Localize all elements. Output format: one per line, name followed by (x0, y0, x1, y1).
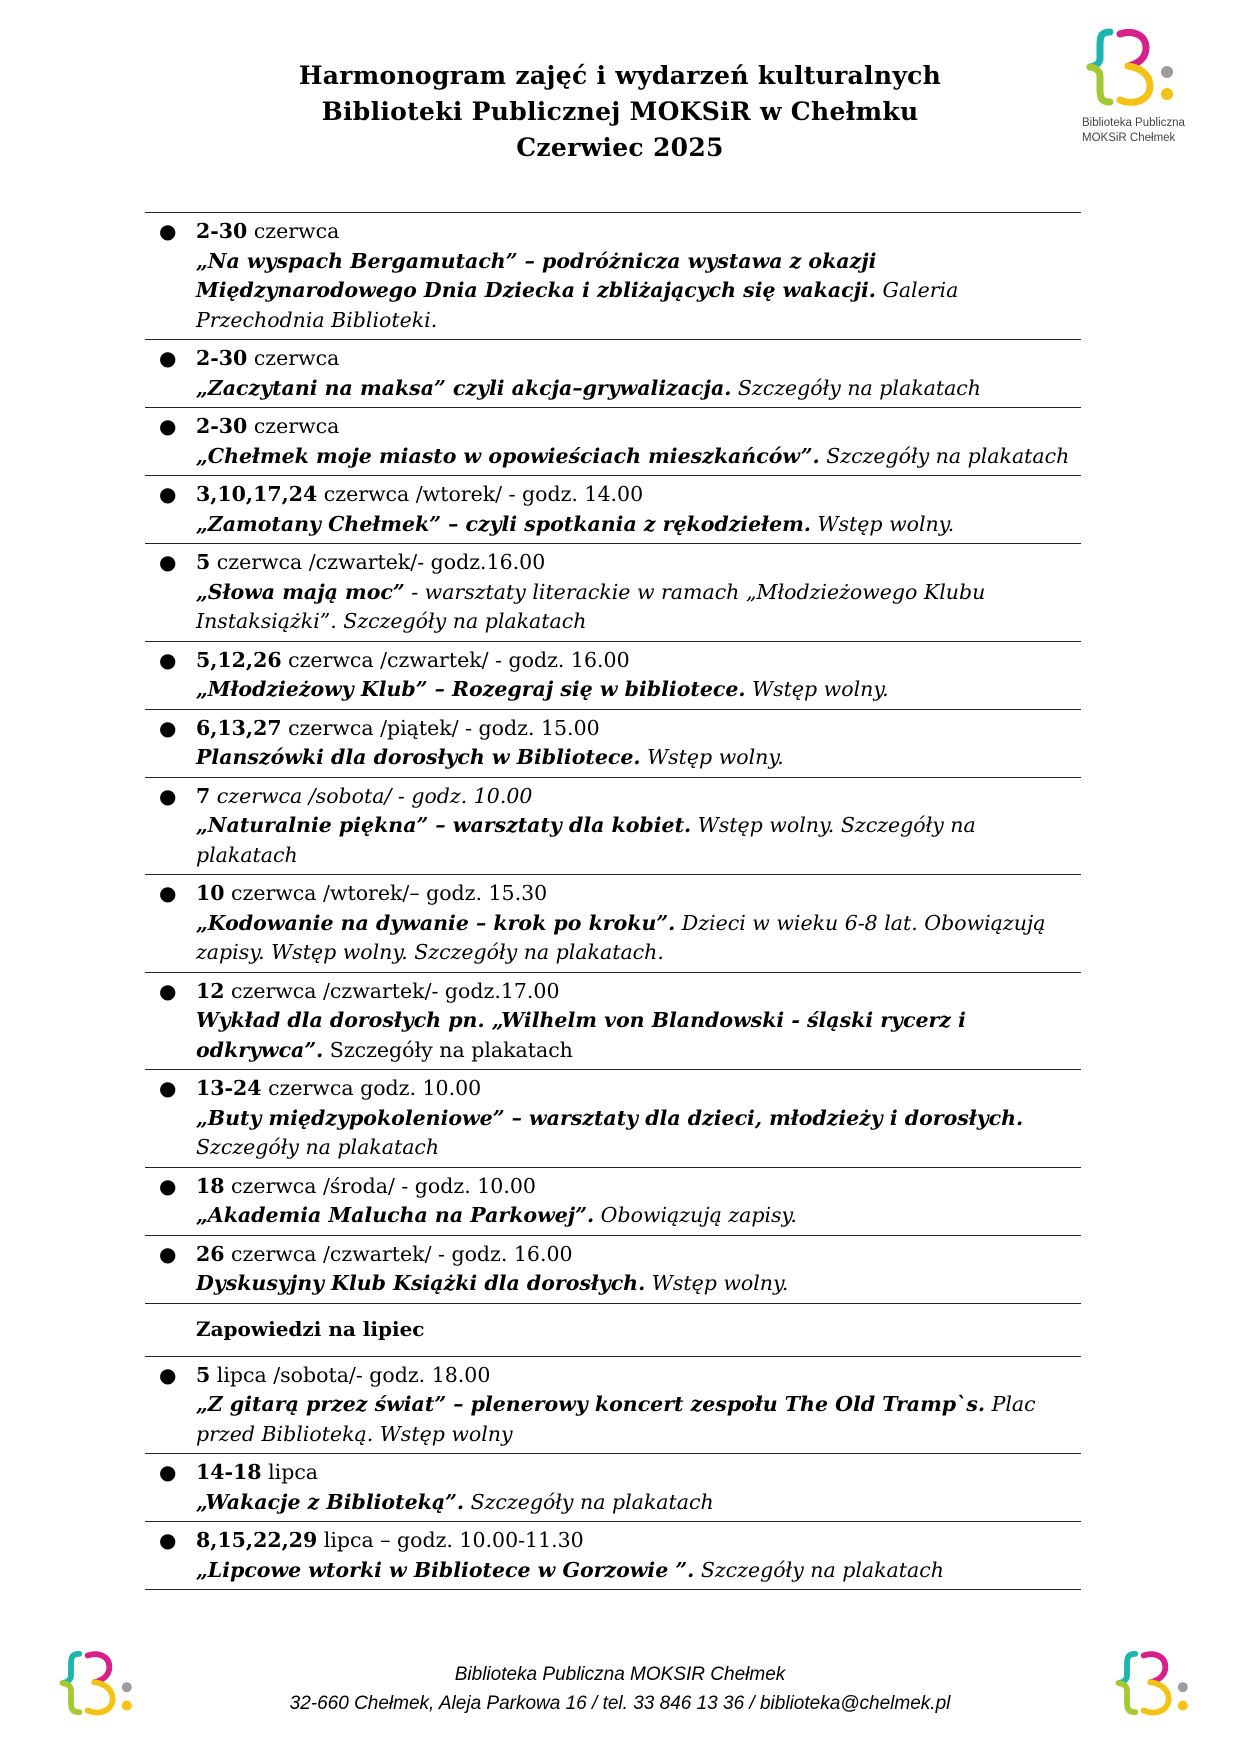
event-date-line (196, 344, 1081, 374)
bullet-icon: ● (159, 715, 177, 740)
event-description (196, 1390, 1081, 1449)
event-item (145, 642, 1081, 709)
event-note: - warsztaty literackie w ramach „Młodzieżowego Klubu Instaksiążki”. Szczegóły na plakatach (196, 579, 986, 633)
footer (200, 1660, 1040, 1718)
bullet-icon: ● (159, 881, 177, 905)
event-date-line (196, 879, 1081, 909)
event-item (145, 213, 1081, 339)
event-note: Szczegóły na plakatach (731, 375, 981, 400)
event-title: „Wakacje z Biblioteką”. (196, 1489, 465, 1514)
event-description (196, 1488, 1081, 1518)
event-description (196, 909, 1081, 968)
event-date-line (196, 1458, 1081, 1488)
event-date-line (196, 714, 1081, 744)
event-date-line (196, 1074, 1081, 1104)
event-time: czerwca /czwartek/ - godz. 16.00 (281, 647, 630, 672)
event-title: „Słowa mają moc” (196, 579, 405, 604)
event-date-line (196, 782, 1081, 812)
document-title (200, 58, 1040, 166)
bullet-icon: ● (159, 346, 177, 370)
event-date: 2-30 (196, 219, 248, 243)
event-time: czerwca (247, 346, 340, 370)
event-title: „Chełmek moje miasto w opowieściach mieszkańców”. (196, 443, 820, 468)
event-date: 5 (196, 550, 211, 574)
logo-caption (1082, 116, 1185, 146)
event-date-line (196, 1361, 1081, 1391)
bullet-icon: ● (159, 1076, 177, 1100)
event-date-line (196, 1240, 1081, 1270)
event-description (196, 578, 1081, 637)
event-note: Szczegóły na plakatach (819, 443, 1070, 468)
event-note: Wstęp wolny. Szczegóły na plakatach (196, 813, 976, 867)
event-title: „Młodzieżowy Klub” – Rozegraj się w bibliotece. (196, 677, 746, 701)
event-date: 2-30 (196, 346, 248, 370)
event-item (145, 1522, 1081, 1589)
event-time: czerwca /wtorek/– godz. 15.30 (224, 881, 548, 905)
event-date-line (196, 548, 1081, 578)
logo-caption-line-2: MOKSiR Chełmek (1082, 132, 1176, 144)
event-time: czerwca /wtorek/ - godz. 14.00 (317, 482, 644, 506)
title-line-2: Biblioteki Publicznej MOKSiR w Chełmku (321, 97, 919, 126)
event-date: 12 (196, 978, 225, 1003)
event-title: Dyskusyjny Klub Książki dla dorosłych. (196, 1271, 646, 1295)
title-line-1: Harmonogram zajęć i wydarzeń kulturalnych (298, 61, 942, 90)
event-title: „Lipcowe wtorki w Bibliotece w Gorzowie ”. (196, 1557, 695, 1582)
event-note: Plac przed Biblioteką. Wstęp wolny (196, 1392, 1036, 1446)
event-description (196, 247, 1081, 336)
event-title: „Z gitarą przez świat” – plenerowy koncert zespołu The Old Tramp`s. (196, 1392, 986, 1416)
event-description (196, 374, 1081, 404)
event-note: Szczegóły na plakatach (464, 1489, 714, 1514)
event-time: lipca – godz. 10.00-11.30 (317, 1528, 584, 1552)
event-item (145, 544, 1081, 641)
bullet-icon: ● (159, 647, 177, 672)
event-date: 14-18 (196, 1460, 262, 1484)
event-date: 2-30 (196, 414, 248, 438)
event-note: Wstęp wolny. (745, 677, 889, 701)
event-date: 10 (196, 881, 225, 905)
event-date: 3,10,17,24 (196, 482, 318, 506)
bullet-icon: ● (159, 1460, 177, 1484)
event-item (145, 1236, 1081, 1303)
event-time: czerwca /sobota/ - godz. 10.00 (210, 783, 533, 808)
bullet-icon: ● (159, 1173, 177, 1198)
event-item (145, 710, 1081, 777)
footer-line-1: Biblioteka Publiczna MOKSIR Chełmek (454, 1664, 786, 1685)
bullet-icon: ● (159, 978, 177, 1003)
logo-caption-line-1: Biblioteka Publiczna (1082, 117, 1185, 129)
events-list (145, 212, 1081, 1590)
divider (145, 1589, 1081, 1590)
event-title: „Buty międzypokoleniowe” – warsztaty dla dzieci, młodzieży i dorosłych. (196, 1105, 1024, 1130)
event-title: „Akademia Malucha na Parkowej”. (196, 1203, 595, 1227)
event-time: czerwca /czwartek/ - godz. 16.00 (224, 1241, 573, 1266)
event-title: „Na wyspach Bergamutach” – podróżnicza wystawa z okazji Międzynarodowego Dnia Dziecka i zbliżających się wakacji. (196, 248, 877, 302)
event-date: 5,12,26 (196, 647, 282, 672)
event-note: Obowiązują zapisy. (594, 1203, 797, 1227)
event-date: 5 (196, 1362, 211, 1387)
event-item (145, 1454, 1081, 1521)
bullet-icon: ● (159, 550, 177, 574)
event-item (145, 1070, 1081, 1167)
event-date-line (196, 412, 1081, 442)
event-description (196, 1556, 1081, 1586)
event-item (145, 973, 1081, 1070)
event-title: „Kodowanie na dywanie – krok po kroku”. (196, 910, 676, 935)
event-time: czerwca /czwartek/- godz.17.00 (224, 978, 560, 1003)
library-logo-icon (1112, 1643, 1192, 1723)
bullet-icon: ● (159, 1362, 177, 1387)
event-date: 8,15,22,29 (196, 1528, 318, 1552)
footer-line-2: 32-660 Chełmek, Aleja Parkowa 16 / tel. 33 846 13 36 / biblioteka@chelmek.pl (289, 1693, 951, 1714)
footer-logo-right (1112, 1643, 1192, 1727)
bullet-icon: ● (159, 1528, 177, 1552)
library-logo-icon (56, 1643, 136, 1723)
event-note: Szczegóły na plakatach (694, 1557, 944, 1582)
bullet-icon: ● (159, 1241, 177, 1266)
event-description (196, 1104, 1081, 1163)
event-item (145, 1357, 1081, 1454)
event-title: „Zaczytani na maksa” czyli akcja–grywalizacja. (196, 375, 732, 400)
event-note: Galeria Przechodnia Biblioteki. (196, 278, 959, 332)
event-description (196, 442, 1081, 472)
bullet-icon: ● (159, 219, 177, 243)
event-time: czerwca /czwartek/- godz.16.00 (210, 550, 546, 574)
event-date: 6,13,27 (196, 715, 282, 740)
event-date: 13-24 (196, 1076, 262, 1100)
event-item (145, 1168, 1081, 1235)
event-date: 26 (196, 1241, 225, 1266)
event-note: Wstęp wolny. (645, 1271, 789, 1295)
library-logo-icon (1082, 26, 1178, 108)
event-date-line (196, 1172, 1081, 1202)
event-time: czerwca (247, 219, 340, 243)
event-date-line (196, 1526, 1081, 1556)
event-time: czerwca /piątek/ - godz. 15.00 (281, 715, 600, 740)
event-note: Dzieci w wieku 6-8 lat. Obowiązują zapisy. Wstęp wolny. Szczegóły na plakatach. (196, 910, 1046, 964)
section-heading: Zapowiedzi na lipiec (196, 1316, 425, 1341)
event-note: Wstęp wolny. (810, 511, 955, 536)
event-title: „Zamotany Chełmek” – czyli spotkania z rękodziełem. (196, 511, 811, 536)
event-item (145, 875, 1081, 972)
event-item (145, 476, 1081, 543)
event-date-line (196, 480, 1081, 510)
event-item (145, 778, 1081, 875)
event-title: Wykład dla dorosłych pn. „Wilhelm von Blandowski - śląski rycerz i odkrywca”. (196, 1008, 966, 1062)
event-time: czerwca /środa/ - godz. 10.00 (224, 1173, 536, 1198)
bullet-icon: ● (159, 414, 177, 438)
footer-logo-left (56, 1643, 136, 1727)
event-time: czerwca godz. 10.00 (261, 1076, 482, 1100)
bullet-icon: ● (159, 783, 177, 808)
event-item (145, 340, 1081, 407)
event-item (145, 408, 1081, 475)
event-description (196, 510, 1081, 540)
event-time: czerwca (247, 414, 340, 438)
event-date-line (196, 977, 1081, 1007)
event-date: 7 (196, 783, 211, 808)
event-date-line (196, 217, 1081, 247)
event-description (196, 1201, 1081, 1231)
event-date-line (196, 646, 1081, 676)
bullet-icon: ● (159, 482, 177, 506)
event-note: Szczegóły na plakatach (196, 1135, 440, 1159)
event-time: lipca (261, 1460, 319, 1484)
event-date: 18 (196, 1173, 225, 1198)
event-description (196, 1006, 1081, 1065)
event-title: Planszówki dla dorosłych w Bibliotece. (196, 745, 641, 769)
title-line-3: Czerwiec 2025 (516, 133, 724, 162)
event-note: Szczegóły na plakatach (323, 1037, 573, 1062)
event-time: lipca /sobota/- godz. 18.00 (210, 1362, 491, 1387)
event-description (196, 1269, 1081, 1299)
event-description (196, 675, 1081, 705)
event-note: Wstęp wolny. (640, 745, 784, 769)
event-description (196, 811, 1081, 870)
event-title: „Naturalnie piękna” – warsztaty dla kobiet. (196, 813, 692, 837)
library-logo (1082, 26, 1185, 146)
event-description (196, 743, 1081, 773)
